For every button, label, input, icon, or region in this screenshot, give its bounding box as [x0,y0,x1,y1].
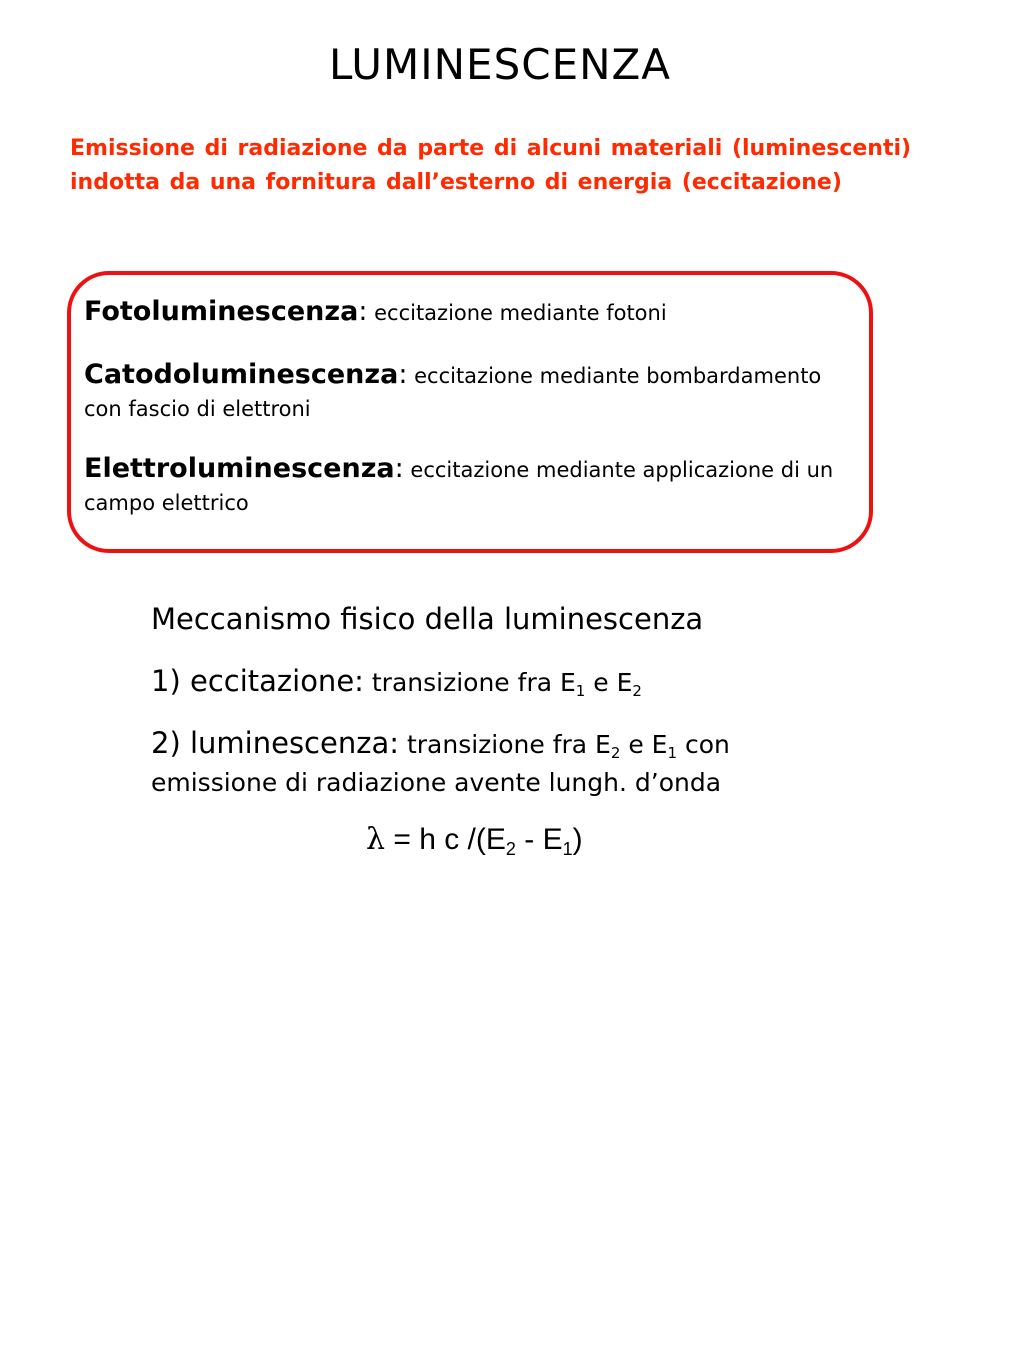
step-text: e E [585,668,633,697]
type-item-catodoluminescenza [84,358,854,426]
step-text: transizione fra E [363,668,576,697]
mechanism-step-2 [151,725,811,801]
formula-part: - E [515,823,563,856]
intro-definition [70,132,950,200]
mechanism-step-1 [151,663,811,701]
mechanism-heading: Meccanismo fisico della luminescenza [151,602,704,636]
type-colon: : [394,453,404,484]
type-description: eccitazione mediante fotoni [367,301,667,325]
subscript: 1 [667,744,678,762]
type-description: eccitazione mediante bombardamento con fascio di elettroni [84,364,822,421]
type-description: eccitazione mediante applicazione di un campo elettrico [84,458,834,515]
subscript: 2 [610,744,621,762]
type-term: Catodoluminescenza [84,359,399,390]
subscript: 2 [632,682,642,700]
lambda-symbol: λ [366,822,386,857]
subscript: 1 [575,682,586,700]
type-term: Fotoluminescenza [84,296,359,327]
step-label: 2) luminescenza: [151,726,399,760]
formula-part: = h c /(E [385,823,506,856]
page-title: LUMINESCENZA [328,40,672,89]
step-text: e E [620,730,668,759]
type-colon: : [398,359,408,390]
type-colon: : [358,296,368,327]
step-label: 1) eccitazione: [151,664,364,698]
step-text: transizione fra E [399,730,611,759]
wavelength-formula [366,822,583,857]
type-item-elettroluminescenza [84,452,854,520]
formula-part: ) [572,823,583,856]
subscript: 1 [562,839,573,859]
step-text: con emissione di radiazione avente lungh. d’onda [151,730,730,797]
type-term: Elettroluminescenza [84,453,395,484]
intro-line-1: Emissione di radiazione da parte di alcuni materiali (luminescenti) [70,136,912,161]
subscript: 2 [505,839,516,859]
intro-line-2: indotta da una fornitura dall’esterno di energia (eccitazione) [70,170,842,195]
type-item-fotoluminescenza [84,295,854,330]
